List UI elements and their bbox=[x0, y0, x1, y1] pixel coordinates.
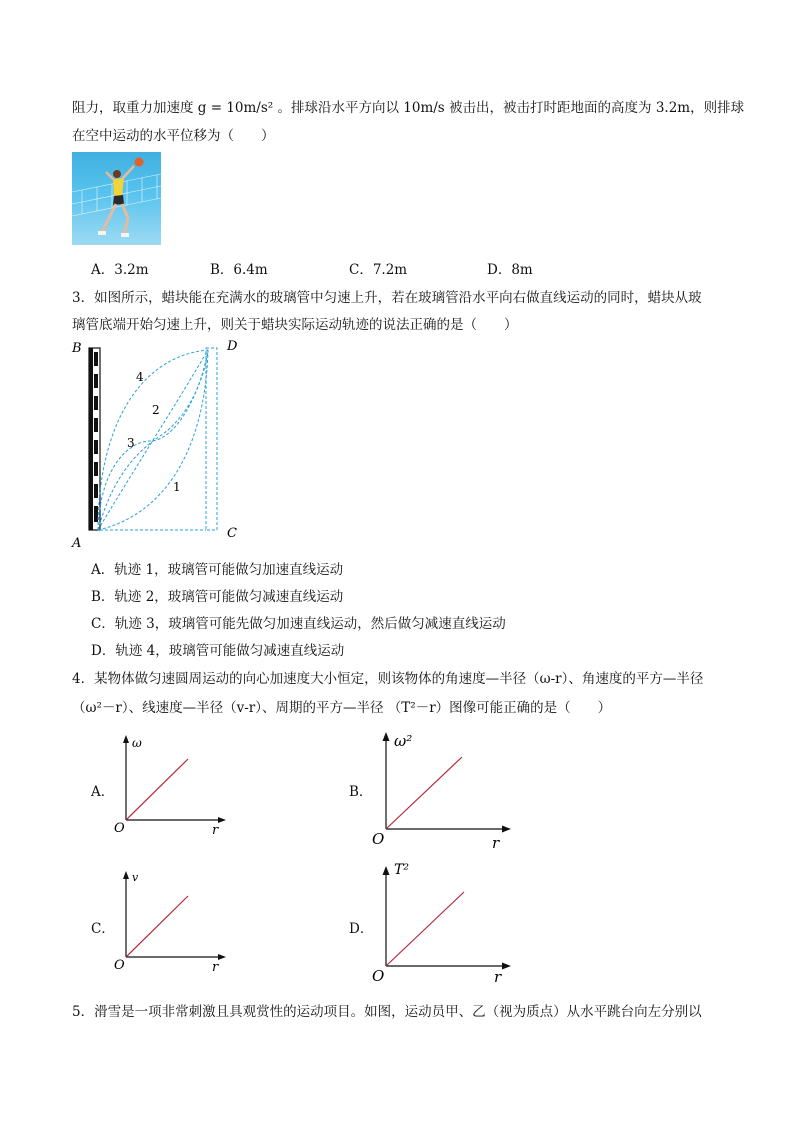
label-trajectory-4: 4 bbox=[136, 370, 144, 384]
graph-a bbox=[112, 732, 232, 837]
q5-line-1: 5．滑雪是一项非常刺激且具观赏性的运动项目。如图，运动员甲、乙（视为质点）从水平跳台向左分别以 bbox=[72, 1004, 702, 1020]
graph-c-ylabel: v bbox=[132, 871, 139, 884]
q3-option-d[interactable]: D．轨迹 4，玻璃管可能做匀减速直线运动 bbox=[91, 643, 345, 659]
graph-d-line bbox=[386, 892, 464, 966]
graph-a-origin: O bbox=[114, 821, 125, 836]
q2-option-b[interactable]: B．6.4m bbox=[210, 262, 268, 278]
q4-line-2: （ω²－r）、线速度—半径（v-r）、周期的平方—半径 （T²－r）图像可能正确的是（ ） bbox=[72, 700, 612, 716]
graph-a-xlabel: r bbox=[212, 823, 219, 837]
graph-c-xlabel: r bbox=[212, 960, 219, 975]
q4-option-b[interactable]: B． bbox=[349, 784, 373, 800]
graph-a-line bbox=[126, 759, 188, 820]
label-trajectory-1: 1 bbox=[173, 480, 181, 494]
q3-option-a[interactable]: A．轨迹 1，玻璃管可能做匀加速直线运动 bbox=[91, 562, 344, 578]
q4-option-d[interactable]: D． bbox=[349, 921, 374, 937]
label-trajectory-2: 2 bbox=[152, 403, 160, 417]
graph-d-xlabel: r bbox=[494, 968, 502, 984]
label-b: B bbox=[72, 341, 82, 356]
q2-option-d[interactable]: D．8m bbox=[487, 262, 533, 278]
q2-option-a[interactable]: A．3.2m bbox=[91, 262, 149, 278]
graph-b bbox=[370, 724, 515, 852]
q4-option-c[interactable]: C． bbox=[91, 921, 115, 937]
graph-b-ylabel: ω² bbox=[394, 732, 413, 750]
graph-d-origin: O bbox=[372, 967, 385, 984]
label-a: A bbox=[72, 536, 82, 551]
tube-final-position bbox=[206, 348, 217, 530]
q2-line-1: 阻力，取重力加速度 g = 10m/s² 。排球沿水平方向以 10m/s 被击出，被击打时距地面的高度为 3.2m，则排球 bbox=[72, 100, 745, 116]
graph-c-line bbox=[126, 896, 188, 957]
q3-option-b[interactable]: B．轨迹 2，玻璃管可能做匀减速直线运动 bbox=[91, 589, 344, 605]
volleyball-player-photo bbox=[72, 152, 161, 245]
graph-a-ylabel: ω bbox=[132, 736, 142, 750]
wax-block-trajectory-figure bbox=[70, 336, 250, 551]
graph-b-origin: O bbox=[372, 830, 385, 848]
label-trajectory-3: 3 bbox=[127, 436, 135, 450]
q2-line-2: 在空中运动的水平位移为（ ） bbox=[72, 128, 275, 144]
q4-line-1: 4．某物体做匀速圆周运动的向心加速度大小恒定，则该物体的角速度—半径（ω-r）、角速度的平方—半径 bbox=[72, 671, 704, 687]
q3-option-c[interactable]: C．轨迹 3，玻璃管可能先做匀加速直线运动，然后做匀减速直线运动 bbox=[91, 616, 506, 632]
q3-line-1: 3．如图所示，蜡块能在充满水的玻璃管中匀速上升，若在玻璃管沿水平向右做直线运动的同时，蜡块从玻 bbox=[72, 290, 702, 306]
label-c: C bbox=[227, 526, 237, 541]
graph-c bbox=[112, 868, 232, 978]
graph-d-ylabel: T² bbox=[394, 862, 409, 878]
graph-b-line bbox=[386, 757, 462, 829]
q4-option-a[interactable]: A． bbox=[91, 784, 115, 800]
label-d: D bbox=[227, 339, 238, 354]
q3-line-2: 璃管底端开始匀速上升，则关于蜡块实际运动轨迹的说法正确的是（ ） bbox=[72, 317, 518, 333]
graph-c-origin: O bbox=[114, 958, 125, 973]
graph-d bbox=[370, 856, 515, 984]
q2-option-c[interactable]: C．7.2m bbox=[349, 262, 408, 278]
graph-b-xlabel: r bbox=[492, 834, 500, 852]
trajectory-2 bbox=[98, 350, 208, 530]
